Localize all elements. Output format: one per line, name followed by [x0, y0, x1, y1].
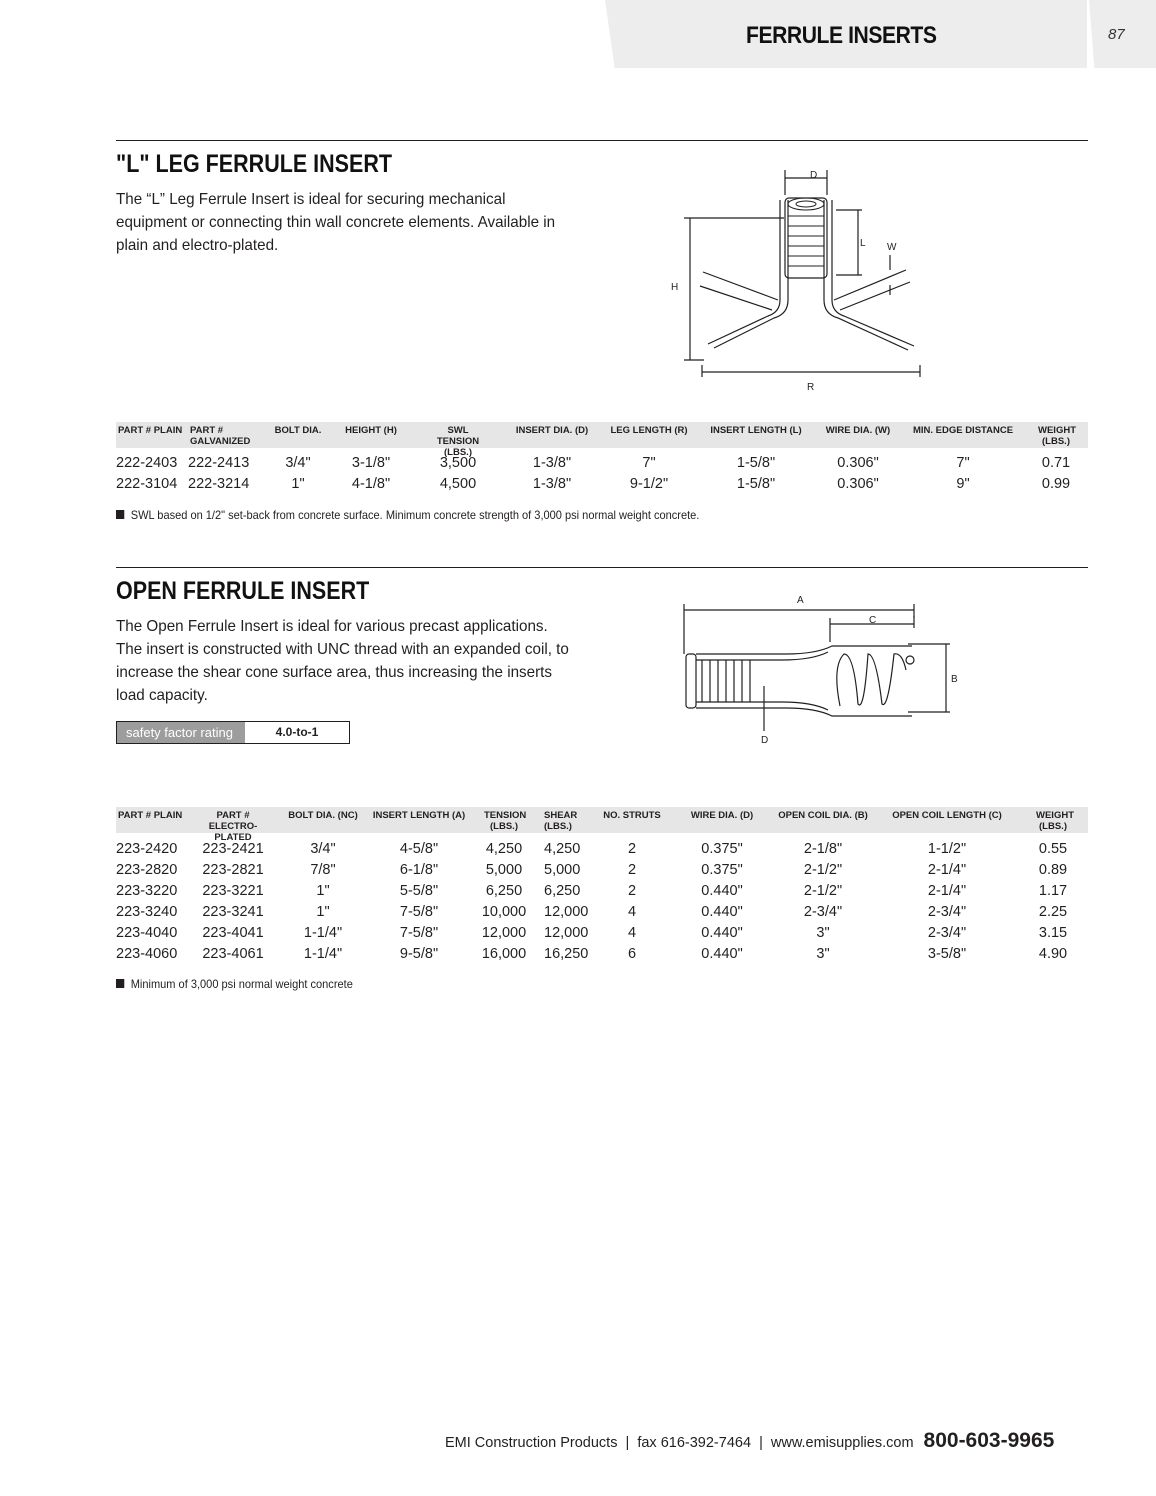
- table-cell: 1-1/4": [303, 925, 343, 941]
- table-cell: 223-4061: [202, 946, 264, 962]
- table-cell: 5,000: [544, 862, 581, 878]
- table-cell: 4-1/8": [351, 476, 391, 492]
- table-cell: 3": [816, 925, 830, 941]
- label-r: R: [807, 382, 815, 393]
- table-cell: 9-5/8": [399, 946, 439, 962]
- table-cell: 223-2421: [202, 841, 264, 857]
- col-insert-dia: INSERT DIA. (D): [515, 425, 589, 436]
- section-divider: [116, 140, 1088, 141]
- table-cell: 1": [316, 883, 330, 899]
- l-leg-title: "L" LEG FERRULE INSERT: [116, 150, 393, 178]
- table-cell: 7-5/8": [399, 904, 439, 920]
- page-title: FERRULE INSERTS: [746, 22, 937, 49]
- table-cell: 222-3214: [188, 476, 250, 492]
- table-cell: 9": [956, 476, 970, 492]
- col-bolt-dia: BOLT DIA.: [274, 425, 322, 436]
- table-cell: 0.89: [1038, 862, 1068, 878]
- table-cell: 2: [627, 883, 637, 899]
- table-row: [116, 862, 1088, 878]
- open-ferrule-diagram: [670, 588, 970, 748]
- table-cell: 6: [627, 946, 637, 962]
- table-cell: 4.90: [1038, 946, 1068, 962]
- table-cell: 3-1/8": [351, 455, 391, 471]
- table-cell: 223-3241: [202, 904, 264, 920]
- table-row: [116, 455, 1088, 471]
- table-cell: 6-1/8": [399, 862, 439, 878]
- table-cell: 16,250: [544, 946, 589, 962]
- label-a: A: [797, 595, 804, 606]
- col-insert-length: INSERT LENGTH (L): [710, 425, 802, 436]
- table-cell: 0.306": [837, 476, 879, 492]
- page-number: 87: [1108, 26, 1125, 43]
- table-cell: 6,250: [485, 883, 523, 899]
- label-w: W: [887, 242, 897, 253]
- table-cell: 3/4": [310, 841, 336, 857]
- table-cell: 2-1/2": [803, 883, 843, 899]
- col-weight: WEIGHT (LBS.): [1036, 810, 1074, 832]
- l-leg-note: [116, 508, 699, 522]
- table-cell: 4,250: [485, 841, 523, 857]
- col-leg-length: LEG LENGTH (R): [610, 425, 688, 436]
- label-b: B: [951, 674, 958, 685]
- table-cell: 223-3221: [202, 883, 264, 899]
- table-cell: 3/4": [285, 455, 311, 471]
- col-shear: SHEAR (LBS.): [544, 810, 578, 832]
- label-c: C: [869, 615, 877, 626]
- col-part-plain: PART # PLAIN: [118, 810, 183, 821]
- table-cell: 3.15: [1038, 925, 1068, 941]
- table-cell: 4,500: [439, 476, 477, 492]
- table-cell: 1": [316, 904, 330, 920]
- table-cell: 0.99: [1041, 476, 1071, 492]
- label-d: D: [761, 735, 769, 746]
- table-row: [116, 883, 1088, 899]
- table-cell: 222-2413: [188, 455, 250, 471]
- l-leg-description: The “L” Leg Ferrule Insert is ideal for securing mechanical equipment or connecting thin wall concrete elements. Available in plain and electro-plated.: [116, 191, 556, 254]
- label-h: H: [671, 282, 679, 293]
- table-cell: 2-1/4": [927, 883, 967, 899]
- table-cell: 7-5/8": [399, 925, 439, 941]
- table-cell: 3,500: [439, 455, 477, 471]
- table-cell: 2-3/4": [803, 904, 843, 920]
- table-cell: 5-5/8": [399, 883, 439, 899]
- bullet-square-icon: [116, 979, 124, 988]
- table-cell: 2-1/8": [803, 841, 843, 857]
- label-l: L: [860, 238, 866, 249]
- table-cell: 222-3104: [116, 476, 178, 492]
- table-cell: 2-1/2": [803, 862, 843, 878]
- table-cell: 16,000: [481, 946, 527, 962]
- table-cell: 223-2821: [202, 862, 264, 878]
- col-part-galvanized: PART # GALVANIZED: [190, 425, 251, 447]
- safety-factor-value: 4.0-to-1: [275, 725, 319, 739]
- table-cell: 4: [627, 925, 637, 941]
- table-cell: 12,000: [481, 925, 527, 941]
- col-wire-dia: WIRE DIA. (W): [825, 425, 891, 436]
- table-cell: 223-4040: [116, 925, 178, 941]
- col-tension: TENSION (LBS.): [484, 810, 527, 832]
- table-cell: 223-2820: [116, 862, 178, 878]
- safety-factor-badge: [116, 721, 350, 744]
- col-part-electro-plated: PART # ELECTRO-PLATED: [208, 810, 258, 843]
- table-cell: 1-3/8": [532, 476, 572, 492]
- col-bolt-dia: BOLT DIA. (NC): [288, 810, 358, 821]
- table-cell: 3-5/8": [927, 946, 967, 962]
- table-cell: 223-4041: [202, 925, 264, 941]
- table-cell: 4-5/8": [399, 841, 439, 857]
- table-cell: 223-3220: [116, 883, 178, 899]
- safety-factor-label: safety factor rating: [117, 722, 245, 743]
- table-cell: 0.440": [701, 883, 743, 899]
- footer: [445, 1429, 1054, 1453]
- table-cell: 2: [627, 862, 637, 878]
- table-cell: 12,000: [544, 925, 589, 941]
- table-cell: 5,000: [485, 862, 523, 878]
- table-cell: 1-5/8": [736, 476, 776, 492]
- table-cell: 223-4060: [116, 946, 178, 962]
- table-cell: 1.17: [1038, 883, 1068, 899]
- table-cell: 2-3/4": [927, 904, 967, 920]
- table-cell: 222-2403: [116, 455, 178, 471]
- table-cell: 223-3240: [116, 904, 178, 920]
- col-open-coil-dia: OPEN COIL DIA. (B): [778, 810, 868, 821]
- table-cell: 1-5/8": [736, 455, 776, 471]
- table-cell: 0.71: [1041, 455, 1071, 471]
- table-cell: 9-1/2": [629, 476, 669, 492]
- table-cell: 2-1/4": [927, 862, 967, 878]
- table-cell: 1-1/2": [927, 841, 967, 857]
- section-divider: [116, 567, 1088, 568]
- table-cell: 0.375": [701, 862, 743, 878]
- col-no-struts: NO. STRUTS: [603, 810, 661, 821]
- col-weight: WEIGHT (LBS.): [1038, 425, 1076, 447]
- open-table-header: [116, 807, 1088, 843]
- table-cell: 10,000: [481, 904, 527, 920]
- col-swl-tension: SWL TENSION (LBS.): [436, 425, 480, 458]
- col-min-edge: MIN. EDGE DISTANCE: [912, 425, 1014, 436]
- table-cell: 223-2420: [116, 841, 178, 857]
- table-cell: 2-3/4": [927, 925, 967, 941]
- open-note: [116, 977, 353, 991]
- col-wire-dia: WIRE DIA. (D): [690, 810, 754, 821]
- l-leg-table-header: [116, 422, 1088, 458]
- table-cell: 0.440": [701, 946, 743, 962]
- label-d: D: [810, 170, 818, 181]
- open-description: The Open Ferrule Insert is ideal for various precast applications. The insert is constructed with UNC thread with an expanded coil, to increase the shear cone surface area, thus increasing the inserts load capacity.: [116, 618, 569, 704]
- table-cell: 4,250: [544, 841, 581, 857]
- table-cell: 6,250: [544, 883, 581, 899]
- table-cell: 0.55: [1038, 841, 1068, 857]
- table-row: [116, 476, 1088, 492]
- table-cell: 0.440": [701, 904, 743, 920]
- table-cell: 1-3/8": [532, 455, 572, 471]
- table-cell: 2: [627, 841, 637, 857]
- table-cell: 7/8": [310, 862, 336, 878]
- bullet-square-icon: [116, 510, 124, 519]
- table-cell: 7": [956, 455, 970, 471]
- table-cell: 7": [642, 455, 656, 471]
- l-leg-diagram: [660, 160, 940, 400]
- table-cell: 1": [291, 476, 305, 492]
- footer-phone: 800-603-9965: [923, 1429, 1055, 1452]
- note-text: Minimum of 3,000 psi normal weight concrete: [130, 977, 353, 991]
- table-row: [116, 946, 1088, 962]
- table-row: [116, 925, 1088, 941]
- col-insert-length: INSERT LENGTH (A): [372, 810, 466, 821]
- open-title: OPEN FERRULE INSERT: [116, 577, 370, 605]
- col-part-plain: PART # PLAIN: [118, 425, 183, 436]
- col-height: HEIGHT (H): [345, 425, 397, 436]
- table-row: [116, 841, 1088, 857]
- footer-contact: EMI Construction Products | fax 616-392-7464 | www.emisupplies.com: [445, 1435, 914, 1451]
- table-cell: 0.440": [701, 925, 743, 941]
- table-cell: 0.375": [701, 841, 743, 857]
- table-cell: 4: [627, 904, 637, 920]
- table-cell: 1-1/4": [303, 946, 343, 962]
- col-open-coil-length: OPEN COIL LENGTH (C): [892, 810, 1002, 821]
- table-cell: 12,000: [544, 904, 589, 920]
- table-cell: 0.306": [837, 455, 879, 471]
- table-row: [116, 904, 1088, 920]
- table-cell: 3": [816, 946, 830, 962]
- note-text: SWL based on 1/2" set-back from concrete surface. Minimum concrete strength of 3,000 psi normal weight concrete.: [130, 508, 700, 522]
- table-cell: 2.25: [1038, 904, 1068, 920]
